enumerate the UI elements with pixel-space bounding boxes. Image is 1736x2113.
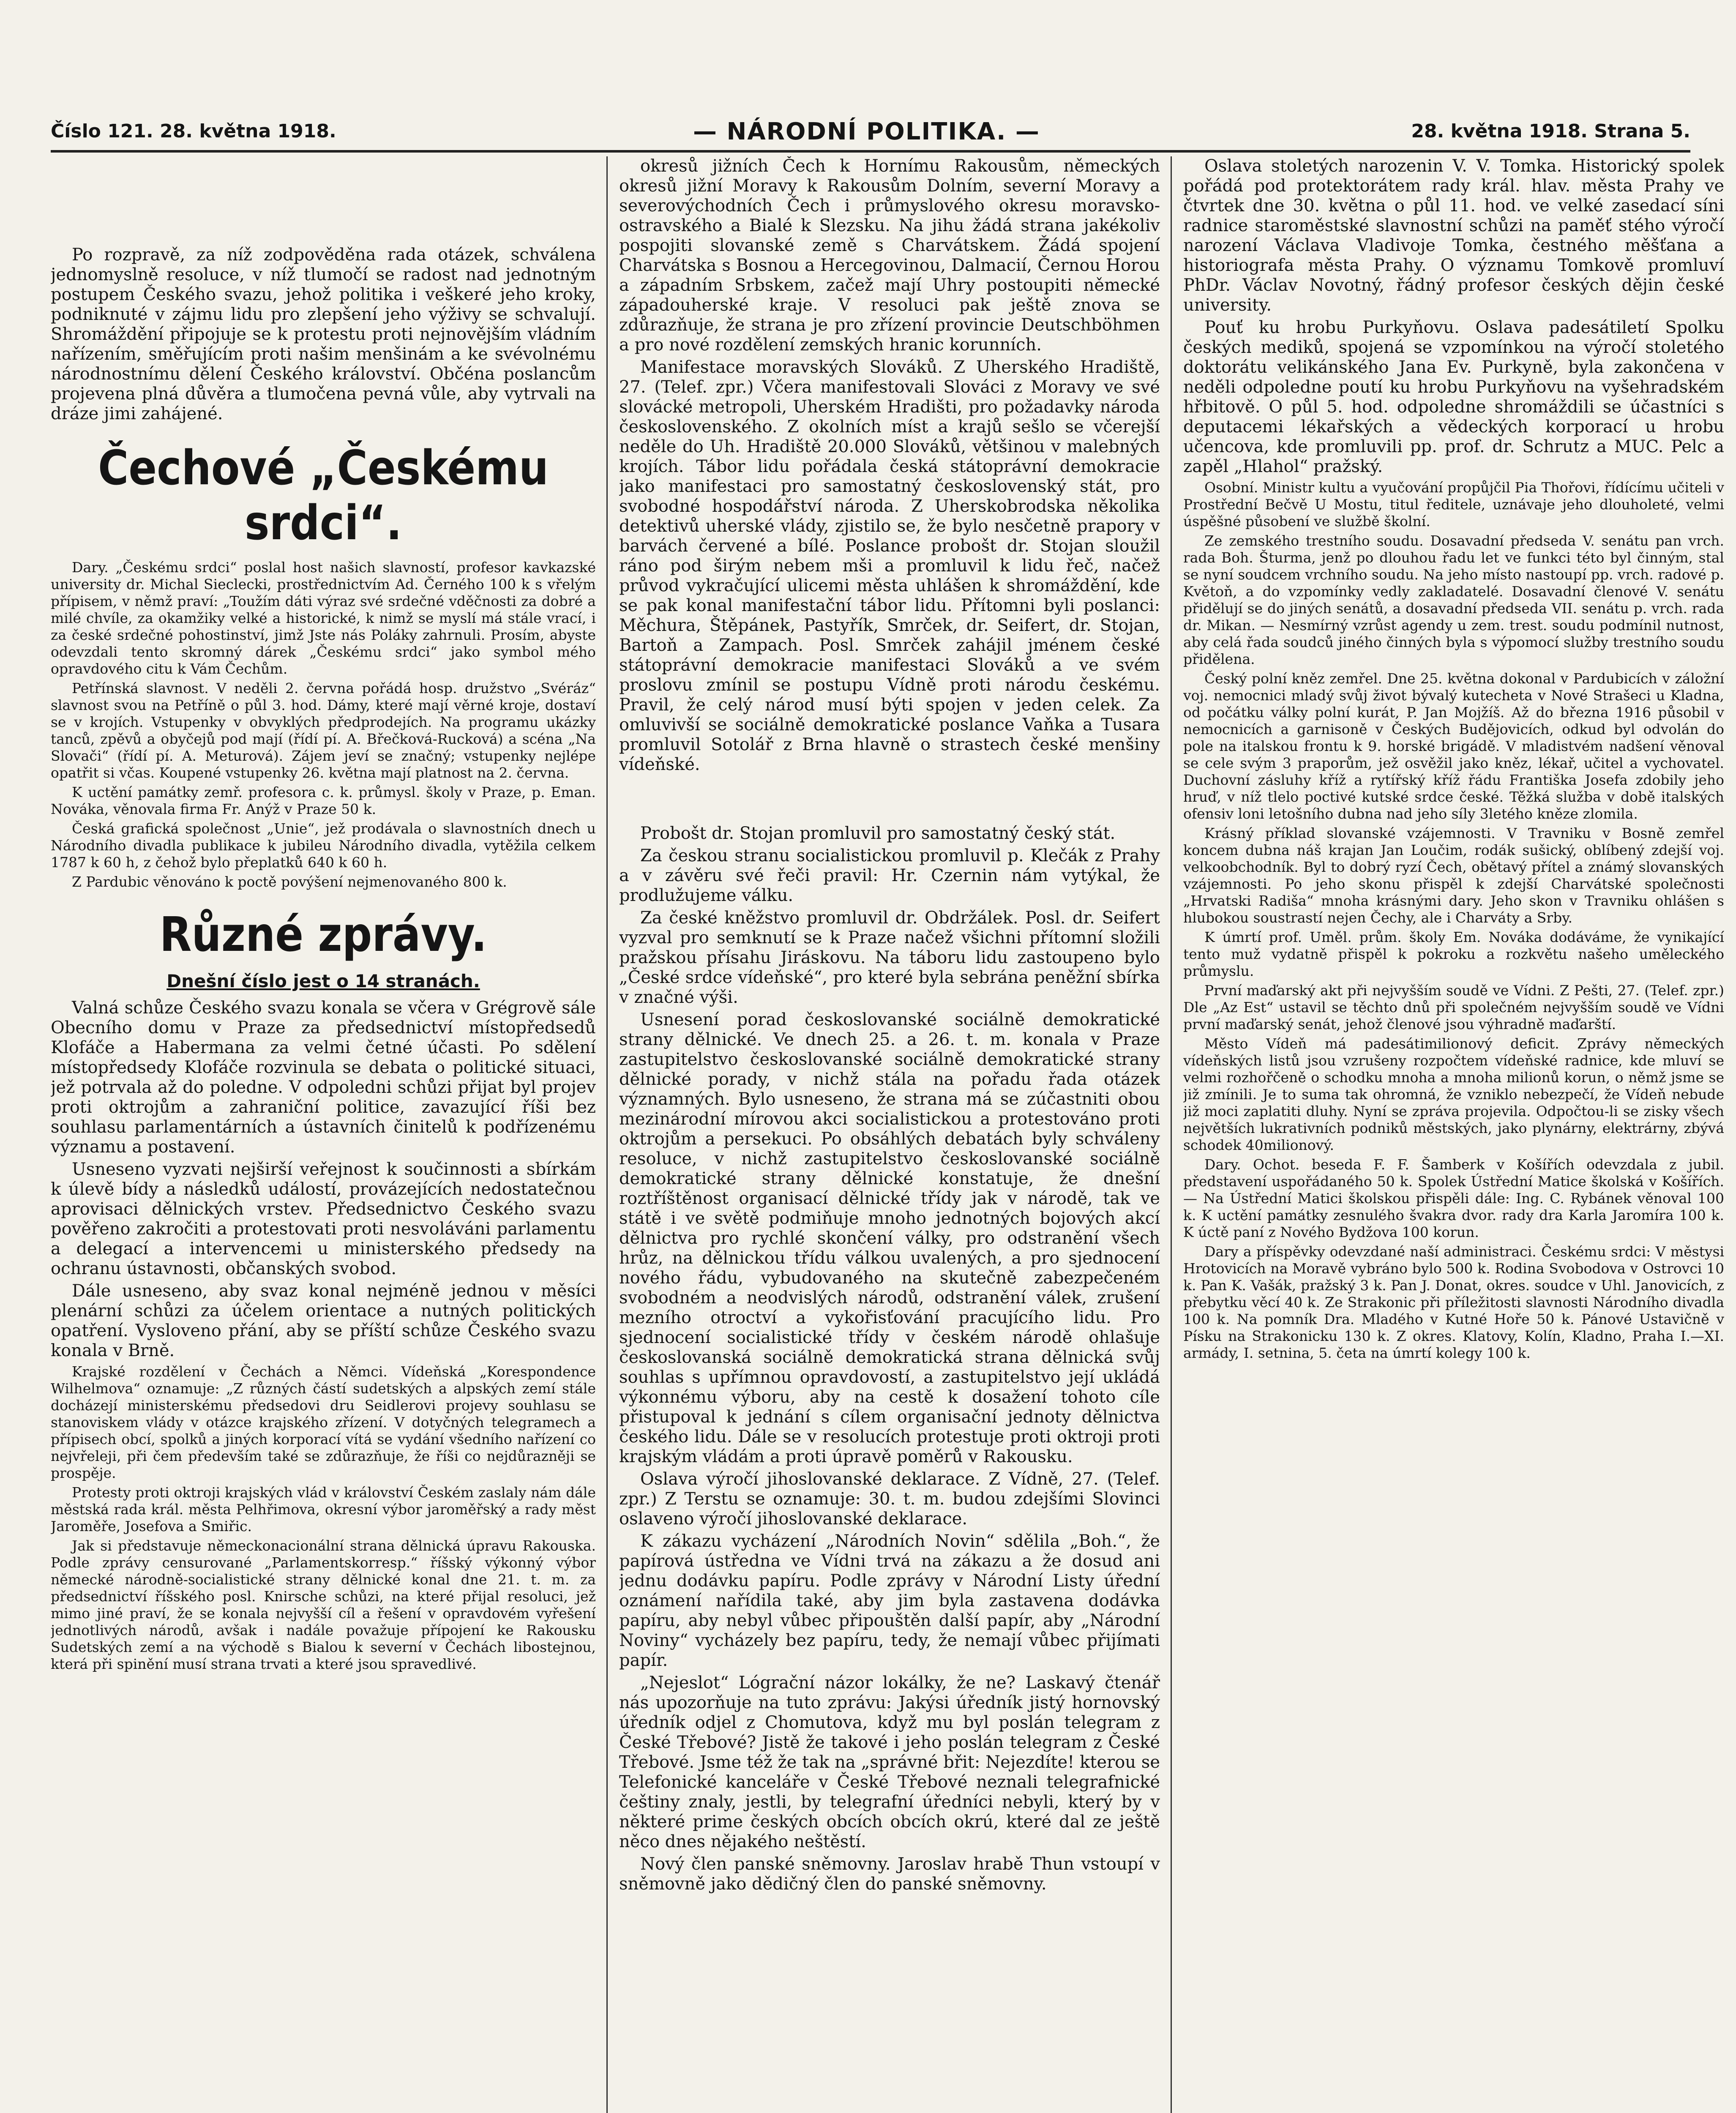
section-heading: Čechové „Českému srdci“. (98, 441, 549, 551)
article-paragraph: okresů jižních Čech k Hornímu Rakousům, německých okresů jižní Moravy k Rakousům Dolním, severní Moravy a severovýchodních Čech i průmyslového okresu moravsko-ostravského a Bialé k Slezsku. Na jihu žádá strana jakékoliv pospojiti slovanské země s Charvátskem. Žádá spojení Charvátska s Bosnou a Hercegovinou, Dalmacií, Černou Horou a západním Srbskem, začež mají Uhry postoupiti německé západouherské kraje. V resoluci pak ještě znova se zdůrazňuje, že strana je pro zřízení provincie Deutschböhmen a pro nové rozdělení zemských hranic korunních. (619, 156, 1160, 355)
article-paragraph: Za českou stranu socialistickou promluvil p. Klečák z Prahy a v závěru své řeči pravil: Hr. Czernin nám vytýkal, že prodlužujeme válku. (619, 846, 1160, 905)
article-paragraph: Dále usneseno, aby svaz konal nejméně jednou v měsíci plenární schůzi za účelem orientace a nutných politických opatření. Vysloveno přání, aby se příští schůze Českého svazu konala v Brně. (51, 1281, 596, 1360)
article-paragraph: Dary. „Českému srdci“ poslal host našich slavností, profesor kavkazské university dr. Michal Sieclecki, prostřednictvím Ad. Černého 100 k s vřelým přípisem, v němž praví: „Toužím dáti výraz své srdečné vděčnosti za dobré a milé chvíle, za okamžiky velké a historické, k nimž se myslí má stále vrací, i za české srdečné pohostinství, jimž Jste nás Poláky zahrnuli. Prosím, abyste odevzdali tento skromný dárek „Českému srdci“ jako symbol mého opravdového citu k Vám Čechům. (51, 559, 596, 677)
column-rule (606, 156, 608, 2113)
article-paragraph: Český polní kněz zemřel. Dne 25. května dokonal v Pardubicích v záložní voj. nemocnici mladý svůj život bývalý kutecheta v Nové Strašeci u Kladna, od počátku války polní kurát, P. Jan Mojžíš. Až do března 1916 působil v nemocnicích a garnisoně v Českých Budějovicích, odkud byl odvolán do pole na italskou frontu k 9. horské brigádě. V mladistvém nadšení věnoval se cele svým 3 praporům, jež osvěžil jako kněz, lékař, učitel a vychovatel. Duchovní zásluhy kříž a rytířský kříž řádu Františka Josefa zdobily jeho hruď, v níž tlelo poctivé kutské srdce české. Těžká služba v době italských ofensiv loni letošního dubna nad jeho síly 3letého kněze zlomila. (1183, 670, 1724, 822)
article-paragraph: Nový člen panské sněmovny. Jaroslav hrabě Thun vstoupí v sněmovně jako dědičný člen do panské sněmovny. (619, 1854, 1160, 1894)
column-1 (51, 156, 596, 2113)
column-rule (1171, 156, 1172, 2113)
article-paragraph: Krajské rozdělení v Čechách a Němci. Vídeňská „Korespondence Wilhelmova“ oznamuje: „Z různých částí sudetských a alpských zemí stále docházejí ministerskému předsedovi dru Seidlerovi projevy souhlasu se stanoviskem vlády v otázce krajského zřízení. V dotyčných telegramech a přípisech obcí, spolků a jiných korporací vítá se vydání všedního nařízení co nejvřeleji, při čem především také se zdůrazňuje, že říši co nejdůrazněji se prospěje. (51, 1363, 596, 1481)
blank-space (51, 156, 596, 245)
article-paragraph: Usneseno vyzvati nejširší veřejnost k součinnosti a sbírkám k úlevě bídy a následků událostí, provázejících nedostatečnou aprovisaci dělnických vrstev. Předsednictvo Českého svazu pověřeno zakročiti a protestovati proti nesvoláváni parlamentu a delegací a intervencemi u ministerského předsedy na ochranu ústavnosti, občanských svobod. (51, 1160, 596, 1278)
article-paragraph: K zákazu vycházení „Národních Novin“ sdělila „Boh.“, že papírová ústředna ve Vídni trvá na zákazu a že dosud ani jednu dodávku papíru. Podle zprávy v Národní Listy úřední oznámení nařídila také, aby jim byla zastavena dodávka papíru, aby nebyl vůbec připouštěn další papír, aby „Národní Noviny“ vycházely bez papíru, tedy, že nemají vůbec přijímati papír. (619, 1532, 1160, 1670)
article-paragraph: Manifestace moravských Slováků. Z Uherského Hradiště, 27. (Telef. zpr.) Včera manifestovali Slováci z Moravy ve své slovácké metropoli, Uherském Hradišti, pro požadavky národa československého. Z okolních míst a krajů sešlo se včerejší neděle do Uh. Hradiště 20.000 Slováků, většinou v malebných krojích. Tábor lidu pořádala česká státoprávní demokracie jako manifestaci pro samostatný československý stát, pro svobodné hospodářství národa. Z Uherskobrodska několika detektivů uherské vlády, zjistilo se, že bylo nesčetně prapory v barvách červené a bílé. Poslance probošt dr. Stojan sloužil ráno pod širým nebem mši a promluvil k lidu řeč, načež průvod vykračující ulicemi města uhlášen k shromáždění, kde se pak konal manifestační tábor lidu. Přítomni byli poslanci: Měchura, Štěpánek, Pastyřík, Smrček, dr. Seifert, dr. Stojan, Bartoň a Zampach. Posl. Smrček zahájil jménem české státoprávní demokracie manifestaci Slováků a ve svém proslovu zmínil se postupu Vídně proti národu českému. Pravil, že celý národ musí býti spojen v jeden celek. Za omluvivší se sociálně demokratické poslance Vaňka a Tusara promluvil Sotolář z Brna hlavně o strastech české menšiny vídeňské. (619, 358, 1160, 774)
article-paragraph: Dary. Ochot. beseda F. F. Šamberk v Košířích odevzdala z jubil. představení uspořádaného 50 k. Spolek Ústřední Matice školská v Košířích. — Na Ústřední Matici školskou přispěli dále: Ing. C. Rybánek věnoval 100 k. K uctění památky zesnulého švakra dvor. rady dra Karla Jaromíra 100 k. K úctě paní z Nového Bydžova 100 korun. (1183, 1156, 1724, 1240)
article-paragraph: Usnesení porad českoslovanské sociálně demokratické strany dělnické. Ve dnech 25. a 26. t. m. konala v Praze zastupitelstvo českoslovanské sociálně demokratické strany dělnické porady, v nichž stála na pořadu řada otázek významných. Bylo usneseno, že strana má se zúčastniti obou mezinárodní mírovou akci socialistickou a protestováno proti oktrojům a persekuci. Po obsáhlých debatách byly schváleny resoluce, v nichž zastupitelstvo českoslovanské sociálně demokratické strany dělnické konstatuje, že dnešní roztříštěnost organisací dělnické třídy jak v národě, tak ve státě i ve světě podmiňuje mnoho jednotných bojových akcí dělnictva pro rychlé skončení války, pro odstranění všech hrůz, na dělnickou třídu válkou uvalených, a pro sjednocení nového řádu, vybudovaného na skutečně zabezpečeném svobodném a neodvislých národů, odstranění válek, zrušení mezního otroctví a vykořisťování pracujícího lidu. Pro sjednocení socialistické třídy v českém národě ohlašuje českoslovanská sociálně demokratická strana dělnická svůj souhlas s upřímnou opravdovostí, a zastupitelstvo její ukládá výkonnému výboru, aby na cestě k dosažení tohoto cíle přistupoval k jednání s cílem organisační jednoty dělnictva českého lidu. Dále se v resolucích protestuje proti oktroji proti krajským vládám a proti úpravě poměrů v Rakousku. (619, 1010, 1160, 1466)
article-paragraph: Česká grafická společnost „Unie“, jež prodávala o slavnostních dnech u Národního divadla publikace k jubileu Národního divadla, vytěžila celkem 1787 k 60 h, z čehož bylo přeplatků 640 k 60 h. (51, 820, 596, 871)
article-paragraph: Probošt dr. Stojan promluvil pro samostatný český stát. (640, 824, 1116, 843)
blank-space (619, 777, 1160, 824)
masthead-title: — NÁRODNÍ POLITIKA. — (693, 118, 1040, 145)
article-paragraph: Po rozpravě, za níž zodpověděna rada otázek, schválena jednomyslně resoluce, v níž tlumočí se radost nad jednotným postupem Českého svazu, jehož politika i veškeré jeho kroky, podniknuté v zájmu lidu pro zlepšení jeho výživy se schvalují. Shromáždění připojuje se k protestu proti nejnovějším vládním nařízením, směřujícím proti našim menšinám a ke svévolnému národnostnímu dělení Českého království. Občéna poslancům projevena plná důvěra a tlumočena pevná vůle, aby vytrvali na dráze jimi zahájené. (51, 245, 596, 423)
date-page-number: 28. května 1918. Strana 5. (1411, 120, 1690, 142)
column-3 (1183, 156, 1724, 2113)
article-paragraph: Město Vídeň má padesátimilionový deficit. Zprávy německých vídeňských listů jsou vzrušeny rozpočtem vídeňské radnice, kde mluví se velmi rozhořčeně o schodku mnoha a mnoha milionů korun, o němž jsme se již zmínili. Je to suma tak ohromná, že vzniklo nebezpečí, že Vídeň nebude již moci zaplatiti dluhy. Nyní se zpráva projevila. Odpočtou-li se zisky všech největších lukrativních podniků městských, jako plynárny, elektrárny, zbývá schodek 40milionový. (1183, 1035, 1724, 1153)
section-subheading: Dnešní číslo jest o 14 stranách. (167, 971, 480, 991)
article-paragraph: První maďarský akt při nejvyšším soudě ve Vídni. Z Pešti, 27. (Telef. zpr.) Dle „Az Est“ ustavil se těchto dnů při společném nejvyšším soudě ve Vídni první maďarský senát, jehož členové jsou výhradně maďarští. (1183, 982, 1724, 1032)
section-heading: Různé zprávy. (159, 907, 487, 962)
issue-number: Číslo 121. 28. května 1918. (51, 120, 336, 142)
article-paragraph: Osobní. Ministr kultu a vyučování propůjčil Pia Thořovi, řídícímu učiteli v Prostřední Bečvě U Mostu, titul ředitele, uznávaje jeho dlouholeté, velmi úspěšné působení ve službě školní. (1183, 479, 1724, 530)
column-2 (619, 156, 1160, 2113)
article-paragraph: „Nejeslot“ Lógrační názor lokálky, že ne? Laskavý čtenář nás upozorňuje na tuto zprávu: Jakýsi úředník jistý hornovský úředník odjel z Chomutova, když mu byl poslán telegram z České Třebové? Jistě že takové i jeho poslán telegram z České Třebové. Jsme též že tak na „správné břit: Nejezdíte! kterou se Telefonické kanceláře v České Třebové neznali telegrafnické češtiny znaly, jestli, by telegrafní úředníci nebyli, který by v některé prime českých obcích obcích okrú, které dal ze ještě něco dnes nějakého neštěstí. (619, 1673, 1160, 1851)
article-paragraph: Za české kněžstvo promluvil dr. Obdržálek. Posl. dr. Seifert vyzval pro semknutí se k Praze načež všichni přítomní složili pražskou přísahu Jiráskovu. Na táboru lidu zastoupeno bylo „České srdce vídeňské“, pro které byla sebrána peněžní sbírka v značné výši. (619, 908, 1160, 1007)
page-header (51, 120, 1690, 153)
article-paragraph: Ze zemského trestního soudu. Dosavadní předseda V. senátu pan vrch. rada Boh. Šturma, jenž po dlouhou řadu let ve funkci této byl činným, stal se nyní soudcem vrchního soudu. Na jeho místo nastoupí pp. vrch. radové p. Květoň, a do vzpomínky vedly zakladatelé. Dosavadní členové V. senátu přidělují se do jiných senátů, a dosavadní předseda VII. senátu p. vrch. rada dr. Mikan. — Nesmírný vzrůst agendy u zem. trest. soudu podmínil nutnost, aby celá řada soudců jiného činných byla s výpomocí služby trestního soudu přidělena. (1183, 532, 1724, 667)
article-paragraph: Petřínská slavnost. V neděli 2. června pořádá hosp. družstvo „Svéráz“ slavnost svou na Petříně o půl 3. hod. Dámy, které mají věrné kroje, dostaví se v krojích. Vstupenky v obvyklých předprodejích. Na programu ukázky tanců, zpěvů a obyčejů pod mají (řídí pí. A. Břečková-Rucková) a scéna „Na Slovači“ (řídí pí. A. Meturová). Zájem jeví se značný; vstupenky nejlépe opatřit si včas. Koupené vstupenky 26. května mají platnost na 2. června. (51, 680, 596, 781)
article-paragraph: Protesty proti oktroji krajských vlád v království Českém zaslaly nám dále městská rada král. města Pelhřimova, okresní výbor jaroměřský a rady měst Jaroměře, Josefova a Smiřic. (51, 1484, 596, 1534)
article-paragraph: Z Pardubic věnováno k poctě povýšení nejmenovaného 800 k. (72, 874, 507, 890)
article-paragraph: Valná schůze Českého svazu konala se včera v Grégrově sále Obecního domu v Praze za předsednictví místopředsedů Klofáče a Habermana za velmi četné účasti. Po sdělení místopředsedy Klofáče rozvinula se debata o politické situaci, jež potrvala až do poledne. V odpoledni schůzi přijat byl projev proti oktrojům a zahraniční politice, zavazující říši bez souhlasu parlamentárních a ústavních činitelů k podřízenému významu a postavení. (51, 998, 596, 1157)
article-paragraph: Oslava výročí jihoslovanské deklarace. Z Vídně, 27. (Telef. zpr.) Z Terstu se oznamuje: 30. t. m. budou zdejšími Slovinci oslaveno výročí jihoslovanské deklarace. (619, 1469, 1160, 1529)
article-paragraph: Krásný příklad slovanské vzájemnosti. V Travniku v Bosně zemřel koncem dubna náš krajan Jan Loučim, rodák sušický, oblíbený zdejší voj. velkoobchodník. Byl to dobrý ryzí Čech, obětavý přítel a známý slovanských vzájemnosti. Po jeho skonu přispěl k zdejší Charvátské společnosti „Hrvatski Radiša“ mnoha krásnými dary. Jeho skon v Travniku ohlášen s hlubokou soustrastí nejen Čechy, ale i Charváty a Srby. (1183, 825, 1724, 926)
article-paragraph: Jak si představuje německonacionální strana dělnická úpravu Rakouska. Podle zprávy censurované „Parlamentskorresp.“ říšský výkonný výbor německé národně-socialistické strany dělnické konal dne 21. t. m. za předsednictví říšského posl. Knirsche schůzi, na které přijal resoluci, jež mimo jiné praví, že se konala nejvyšší cíl a řešení v opravdovém vyřešení jednotlivých národů, avšak i nadále považuje přípojení ke Rakousku Sudetských zemí a na východě s Bialou k severní v Čechách libostejnou, která při spinění musí strana trvati a které jsou spravedlivé. (51, 1537, 596, 1672)
article-paragraph: K uctění památky zemř. profesora c. k. průmysl. školy v Praze, p. Eman. Nováka, věnovala firma Fr. Anýž v Praze 50 k. (51, 784, 596, 817)
article-paragraph: Pouť ku hrobu Purkyňovu. Oslava padesátiletí Spolku českých mediků, spojená se vzpomínkou na výročí stoletého doktorátu velikánského Jana Ev. Purkyně, byla zakončena v neděli odpoledne poutí ku hrobu Purkyňovu na vyšehradském hřbitově. O půl 5. hod. odpoledne shromáždili se účastníci s deputacemi lékařských a vědeckých korporací u hrobu učencova, kde promluvili pp. prof. dr. Schrutz a MUC. Pelc a zapěl „Hlahol“ pražský. (1183, 318, 1724, 476)
article-paragraph: K úmrtí prof. Uměl. prům. školy Em. Nováka dodáváme, že vynikající tento muž vydatně přispěl k pokroku a rozkvětu našeho uměleckého průmyslu. (1183, 929, 1724, 979)
article-paragraph: Dary a příspěvky odevzdané naší administraci. Českému srdci: V městysi Hrotovicích na Moravě vybráno bylo 500 k. Rodina Svobodova v Ostrovci 10 k. Pan K. Vašák, pražský 3 k. Pan J. Donat, okres. soudce v Uhl. Janovicích, z přebytku věcí 40 k. Ze Strakonic při příležitosti slavnosti Národního divadla 100 k. Na pomník Dra. Mladého v Kutné Hoře 50 k. Pánové Ustavičně v Písku na Strakonicku 130 k. Z okres. Klatovy, Kolín, Kladno, Praha I.—XI. armády, I. setnina, 5. četa na úmrtí kolegy 100 k. (1183, 1243, 1724, 1361)
article-paragraph: Oslava stoletých narozenin V. V. Tomka. Historický spolek pořádá pod protektorátem rady král. hlav. města Prahy ve čtvrtek dne 30. května o půl 11. hod. ve velké zasedací síni radnice staroměstské slavnostní schůzi na paměť stého výročí narození Václava Vladivoje Tomka, čestného měšťana a historiografa města Prahy. O významu Tomkově promluví PhDr. Václav Novotný, řádný profesor českých dějin české university. (1183, 156, 1724, 315)
